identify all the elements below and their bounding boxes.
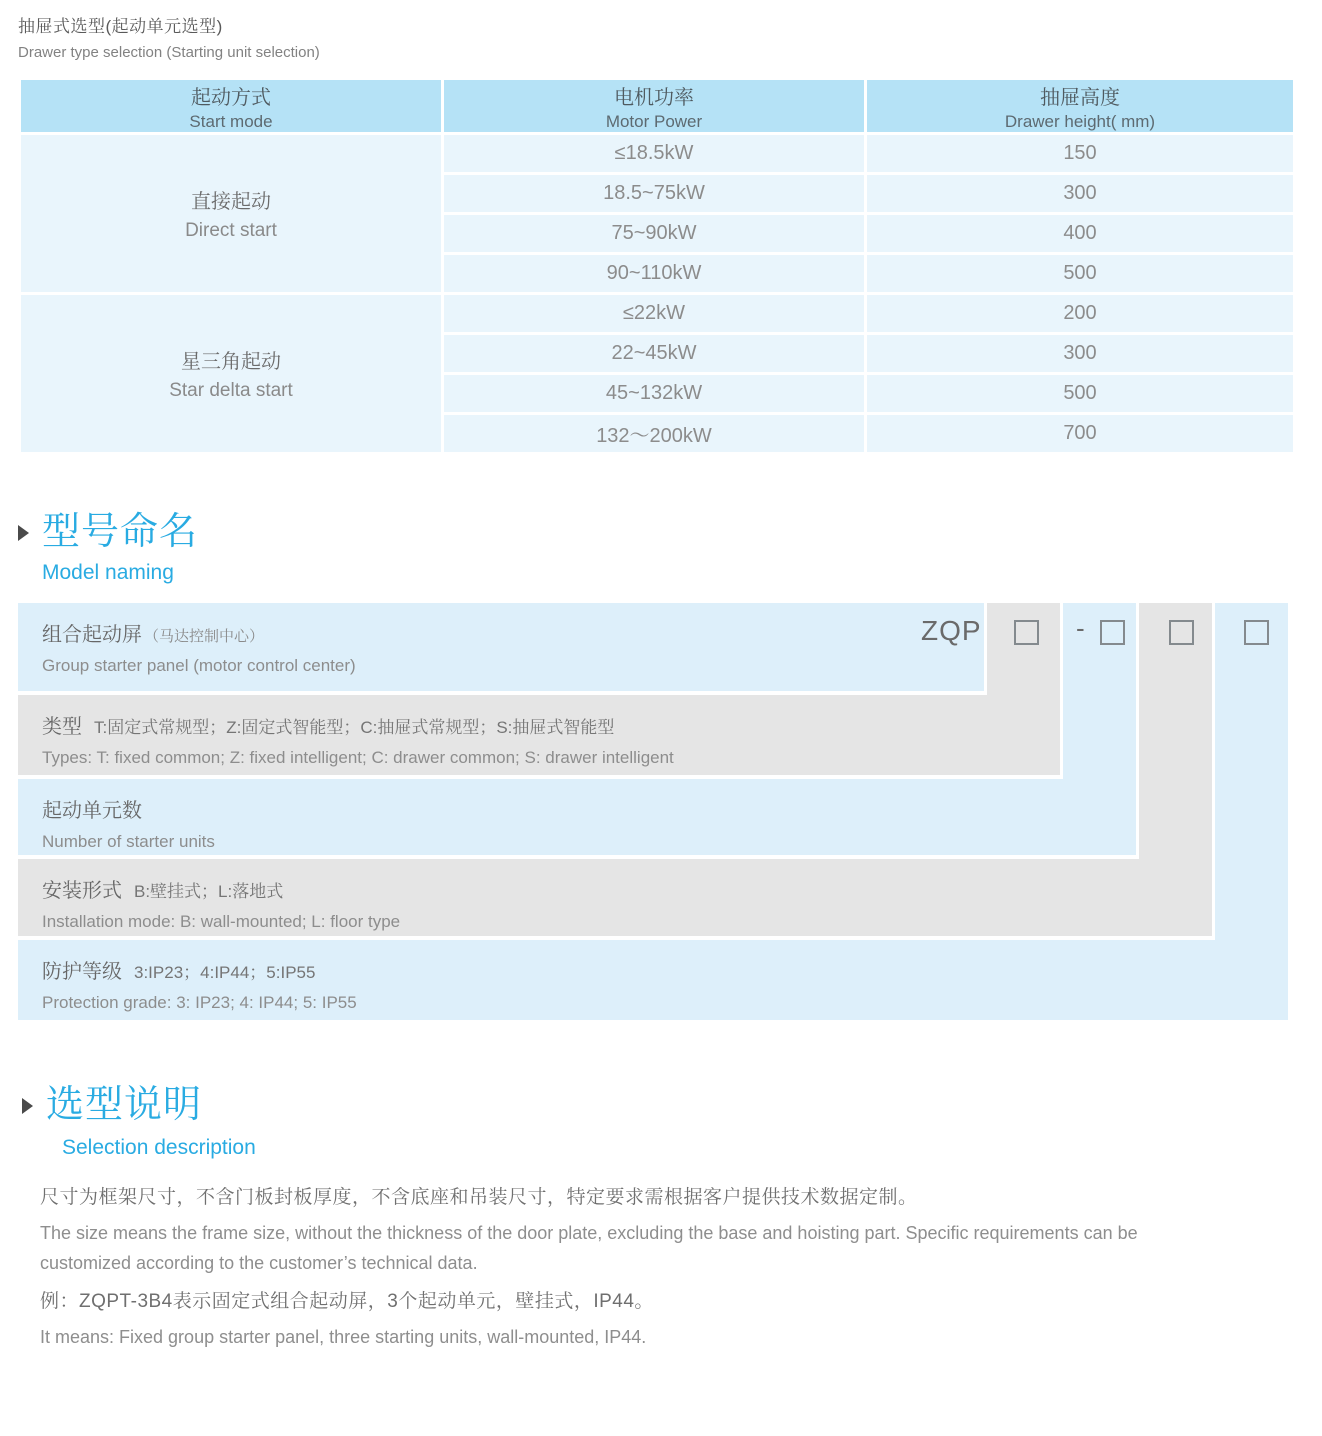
row-label-detail: T:固定式常规型；Z:固定式智能型；C:抽屉式常规型；S:抽屉式智能型 xyxy=(94,718,615,737)
table-header-row xyxy=(21,80,1293,132)
row-label-en: Number of starter units xyxy=(42,832,215,851)
height-cell: 300 xyxy=(867,175,1293,212)
model-code-box-installation xyxy=(1169,620,1194,645)
diagram-row-starter-units xyxy=(18,779,1136,855)
diagram-row-protection xyxy=(18,940,1288,1020)
row-label-zh: 类型 xyxy=(42,716,82,738)
model-code-box-type xyxy=(1014,620,1039,645)
row-label-zh: 安装形式 xyxy=(42,880,122,902)
row-label-en: Protection grade: 3: IP23; 4: IP44; 5: IP55 xyxy=(42,993,357,1012)
col-header-start-mode xyxy=(21,80,441,132)
diagram-row-group-starter-panel xyxy=(18,603,984,691)
height-cell: 500 xyxy=(867,255,1293,292)
row-label-zh: 组合起动屏 xyxy=(42,624,142,646)
example-line-en: It means: Fixed group starter panel, three starting units, wall-mounted, IP44. xyxy=(40,1327,647,1347)
height-cell: 300 xyxy=(867,335,1293,372)
drawer-selection-table xyxy=(18,77,1296,455)
mode-label-en: Direct start xyxy=(185,220,277,241)
mode-label-zh: 直接起动 xyxy=(191,191,271,213)
example-line-zh: 例：ZQPT-3B4表示固定式组合起动屏，3个起动单元，壁挂式，IP44。 xyxy=(40,1291,654,1312)
table-row xyxy=(21,135,1293,172)
section-arrow-icon xyxy=(22,1098,33,1114)
description-line-en: The size means the frame size, without the thickness of the door plate, excluding the base and hoisting part. Specific requirements can be customized according to the customer’s technical data. xyxy=(40,1223,1138,1273)
power-cell: 75~90kW xyxy=(444,215,864,252)
power-cell: ≤18.5kW xyxy=(444,135,864,172)
section-subtitle: Model naming xyxy=(42,561,174,584)
page-subtitle: Drawer type selection (Starting unit selection) xyxy=(18,44,320,61)
row-label-zh: 防护等级 xyxy=(42,961,122,983)
section-model-naming-heading xyxy=(18,511,1306,585)
section-title: 选型说明 xyxy=(46,1084,203,1126)
header-label-en: Start mode xyxy=(189,111,273,131)
header-label-zh: 起动方式 xyxy=(191,86,271,109)
model-code-box-units xyxy=(1100,620,1125,645)
header-label-en: Motor Power xyxy=(605,111,703,131)
height-cell: 400 xyxy=(867,215,1293,252)
col-header-drawer-height xyxy=(867,80,1293,132)
start-mode-cell-star-delta xyxy=(21,295,441,452)
power-cell: 18.5~75kW xyxy=(444,175,864,212)
power-cell: 132～200kW xyxy=(444,415,864,452)
power-cell: 45~132kW xyxy=(444,375,864,412)
diagram-row-types xyxy=(18,695,1060,775)
height-cell: 200 xyxy=(867,295,1293,332)
model-naming-diagram xyxy=(18,603,1290,1020)
model-code-box-protection xyxy=(1244,620,1269,645)
model-code-separator: - xyxy=(1076,613,1085,643)
section-selection-description-heading xyxy=(22,1084,1306,1160)
row-label-en: Types: T: fixed common; Z: fixed intelligent; C: drawer common; S: drawer intelligent xyxy=(42,748,674,767)
row-label-detail: 3:IP23；4:IP44；5:IP55 xyxy=(134,963,316,982)
height-cell: 150 xyxy=(867,135,1293,172)
section-title: 型号命名 xyxy=(42,511,199,553)
row-label-en: Installation mode: B: wall-mounted; L: floor type xyxy=(42,912,401,931)
table-row xyxy=(21,295,1293,332)
header-label-zh: 抽屉高度 xyxy=(1040,86,1120,109)
selection-description-text xyxy=(40,1182,1306,1352)
start-mode-cell-direct xyxy=(21,135,441,292)
col-header-motor-power xyxy=(444,80,864,132)
diagram-row-installation xyxy=(18,859,1212,936)
description-line-zh: 尺寸为框架尺寸，不含门板封板厚度，不含底座和吊装尺寸，特定要求需根据客户提供技术数据定制。 xyxy=(40,1187,918,1208)
row-label-zh: 起动单元数 xyxy=(42,800,142,822)
row-label-detail: B:壁挂式；L:落地式 xyxy=(134,882,284,901)
height-cell: 500 xyxy=(867,375,1293,412)
mode-label-en: Star delta start xyxy=(169,380,293,401)
power-cell: ≤22kW xyxy=(444,295,864,332)
model-code-prefix: ZQP xyxy=(921,615,982,646)
section-arrow-icon xyxy=(18,525,29,541)
mode-label-zh: 星三角起动 xyxy=(181,351,281,373)
row-label-en: Group starter panel (motor control center) xyxy=(42,656,356,675)
row-label-paren: （马达控制中心） xyxy=(144,628,265,645)
header-label-en: Drawer height( mm) xyxy=(1004,111,1156,131)
page-title: 抽屉式选型(起动单元选型) xyxy=(18,17,223,36)
height-cell: 700 xyxy=(867,415,1293,452)
header-label-zh: 电机功率 xyxy=(614,86,694,109)
power-cell: 90~110kW xyxy=(444,255,864,292)
power-cell: 22~45kW xyxy=(444,335,864,372)
section-subtitle: Selection description xyxy=(62,1136,256,1159)
